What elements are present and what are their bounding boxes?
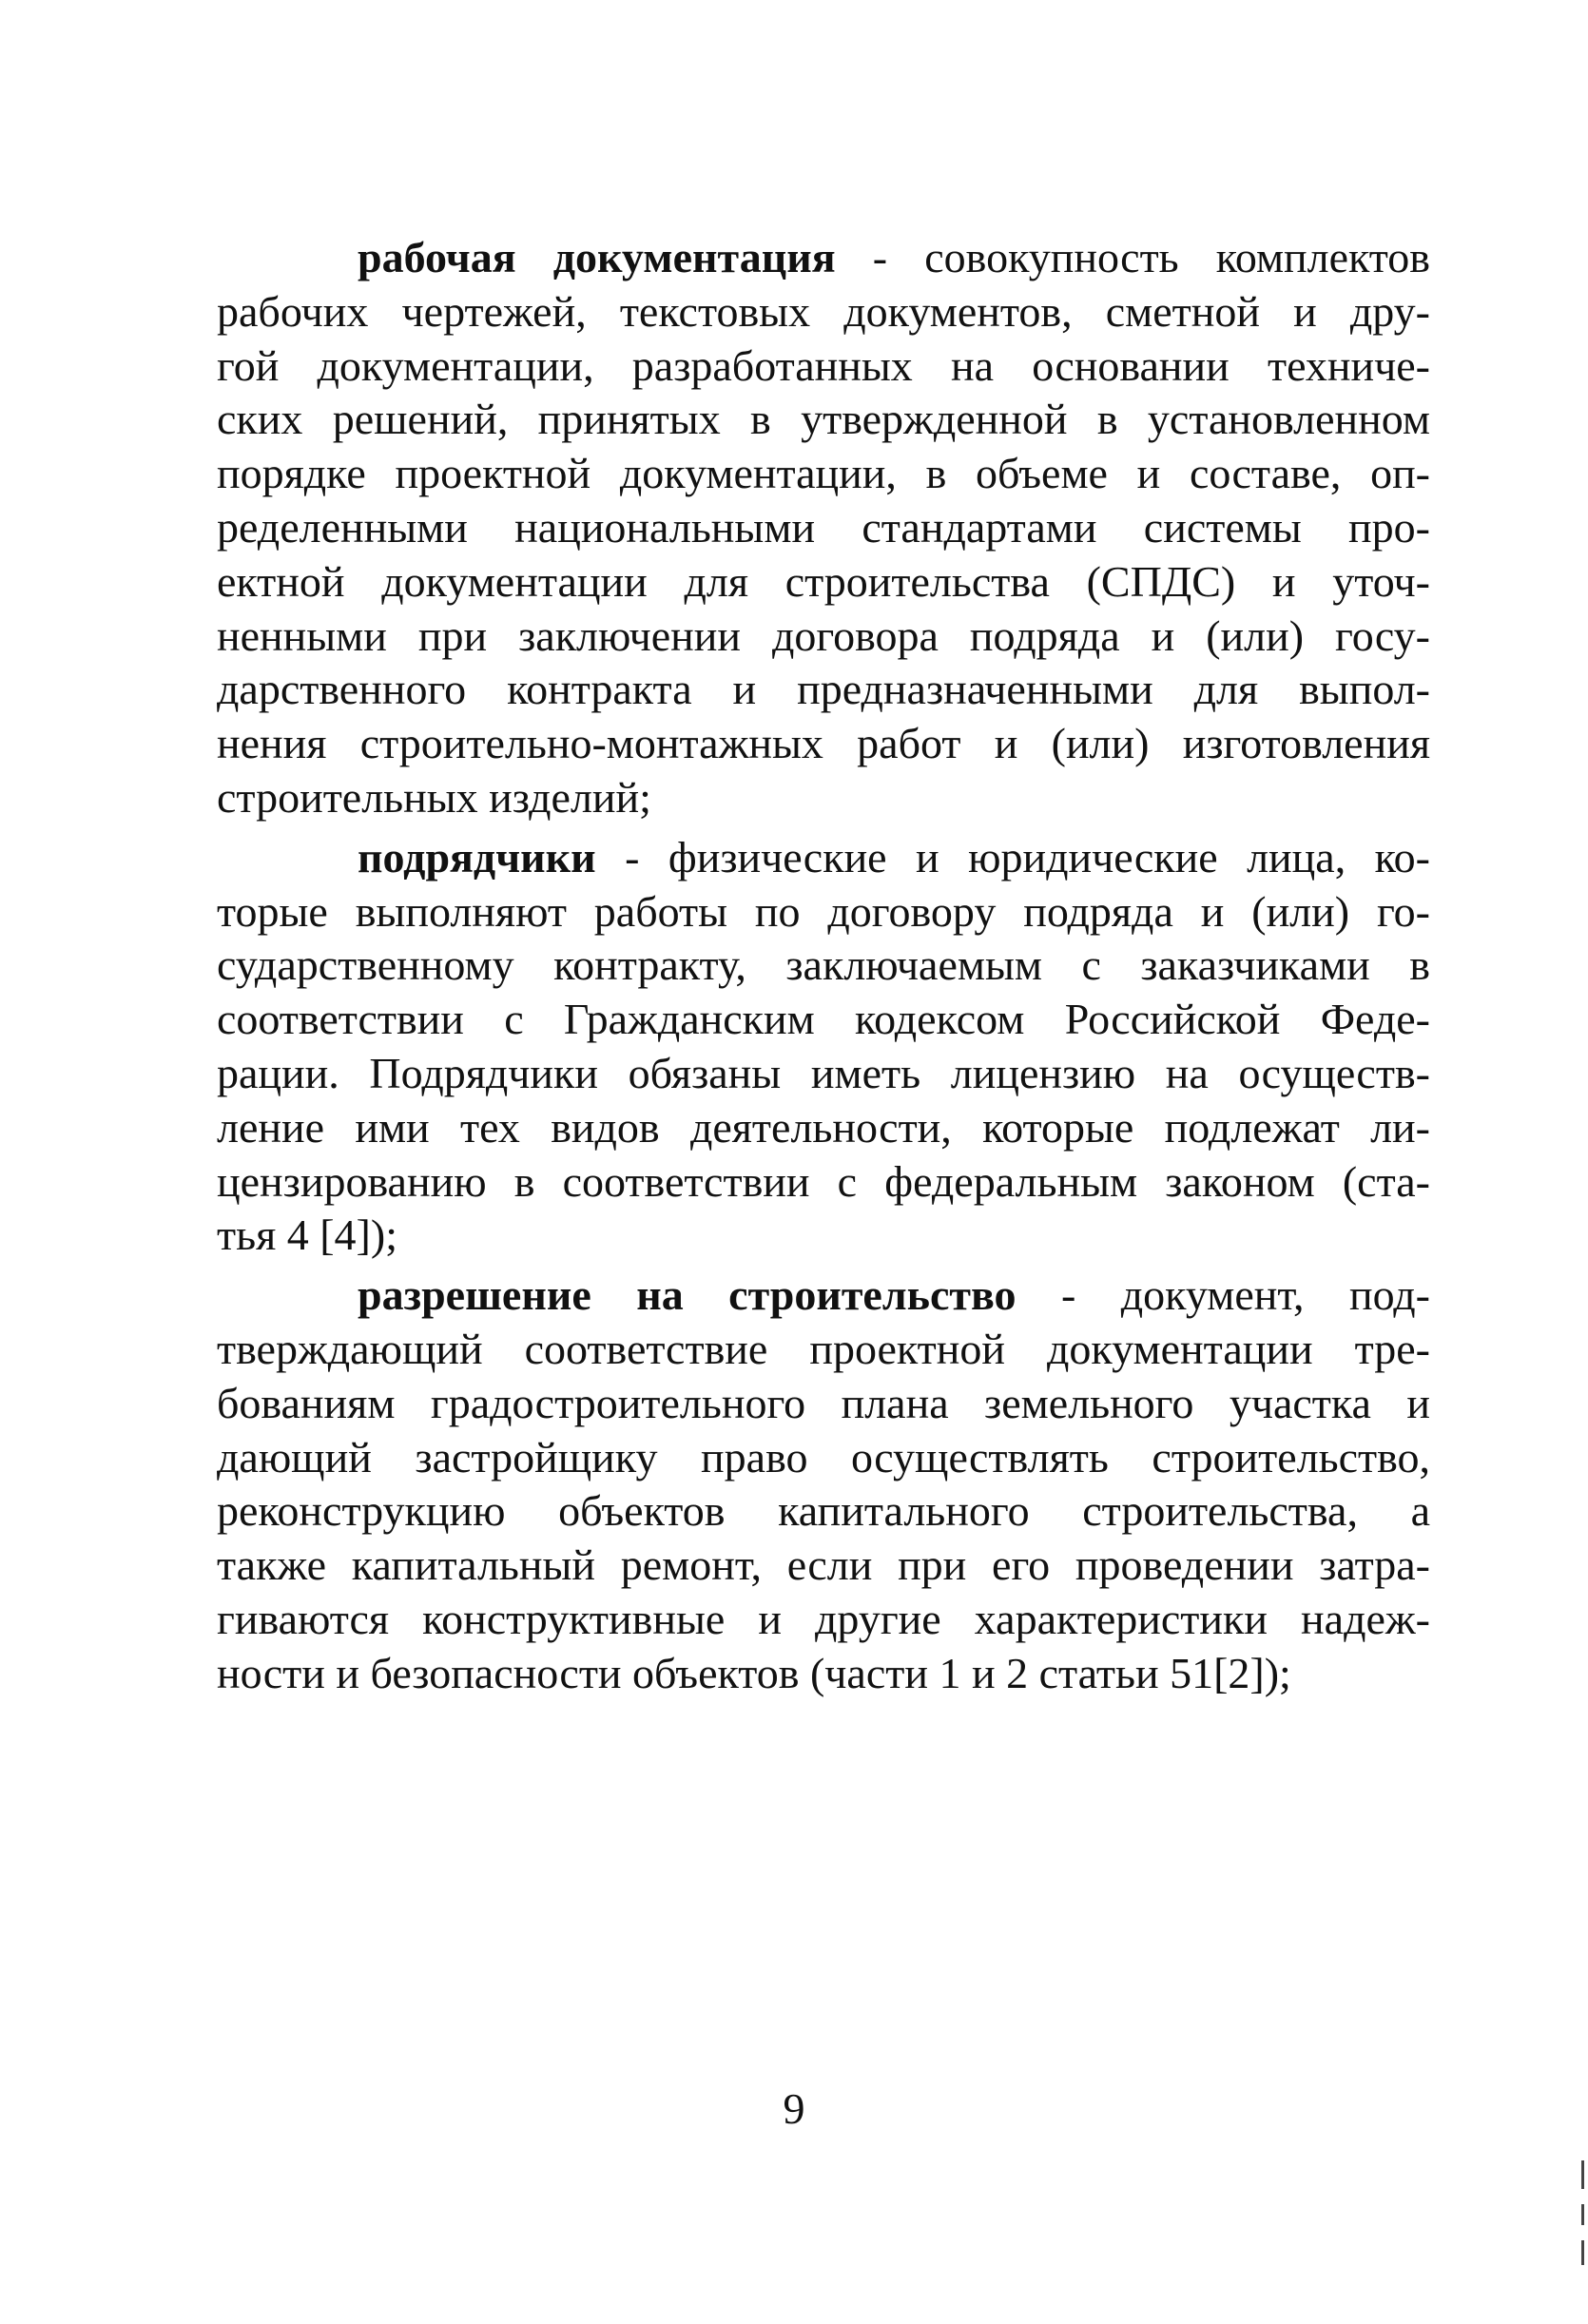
- text-line: торые выполняют работы по договору подряда и (или) го-: [217, 886, 1430, 936]
- text-line: цензированию в соответствии с федеральным законом (ста-: [217, 1156, 1430, 1206]
- text-line: рации. Подрядчики обязаны иметь лицензию на осуществ-: [217, 1048, 1430, 1097]
- definition-contractors: [217, 831, 1430, 1263]
- text-line: реконструкцию объектов капитального строительства, а: [217, 1486, 1430, 1536]
- text-line: ределенными национальными стандартами системы про-: [217, 502, 1430, 552]
- text-line: дарственного контракта и предназначенными для выпол-: [217, 665, 1430, 714]
- text-line: строительных изделий;: [217, 772, 651, 822]
- definition-term: разрешение на строительство: [358, 1270, 1017, 1320]
- text-line: бованиям градостроительного плана земельного участка и: [217, 1378, 1430, 1427]
- scan-edge-mark: [1581, 2160, 1584, 2189]
- definitions-text: [217, 231, 1430, 1701]
- definition-first-line: рабочая документация - совокупность комплектов: [358, 233, 1430, 281]
- text-line: порядке проектной документации, в объеме и составе, оп-: [217, 449, 1430, 498]
- text-line: нения строительно-монтажных работ и (или) изготовления: [217, 719, 1430, 768]
- text-line: сударственному контракту, заключаемым с заказчиками в: [217, 940, 1430, 990]
- definition-term: подрядчики: [358, 832, 596, 881]
- text-line: тья 4 [4]);: [217, 1210, 397, 1260]
- text-line: рабочих чертежей, текстовых документов, сметной и дру-: [217, 286, 1430, 336]
- scan-edge-mark: [1581, 2240, 1584, 2265]
- text-line: дающий застройщику право осуществлять строительство,: [217, 1432, 1430, 1482]
- text-line: ненными при заключении договора подряда и (или) госу-: [217, 610, 1430, 660]
- text-line: ектной документации для строительства (СПДС) и уточ-: [217, 556, 1430, 606]
- text-line: ление ими тех видов деятельности, которые подлежат ли-: [217, 1102, 1430, 1152]
- definition-first-line: разрешение на строительство - документ, под-: [358, 1270, 1430, 1320]
- scan-edge-mark: [1581, 2204, 1584, 2225]
- text-line: ских решений, принятых в утвержденной в установленном: [217, 395, 1430, 444]
- text-line: тверждающий соответствие проектной документации тре-: [217, 1324, 1430, 1373]
- definition-building-permit: [217, 1269, 1430, 1700]
- definition-working-documentation: [217, 231, 1430, 825]
- text-line: ности и безопасности объектов (части 1 и 2 статьи 51[2]);: [217, 1648, 1291, 1697]
- definition-term: рабочая документация: [358, 233, 836, 281]
- text-line: также капитальный ремонт, если при его проведении затра-: [217, 1540, 1430, 1590]
- text-line: гиваются конструктивные и другие характеристики надеж-: [217, 1594, 1430, 1643]
- page-number: 9: [783, 2084, 805, 2133]
- text-line: соответствии с Гражданским кодексом Российской Феде-: [217, 995, 1430, 1044]
- text-line: гой документации, разработанных на основании техниче-: [217, 340, 1430, 390]
- definition-first-line: подрядчики - физические и юридические лица, ко-: [358, 832, 1430, 881]
